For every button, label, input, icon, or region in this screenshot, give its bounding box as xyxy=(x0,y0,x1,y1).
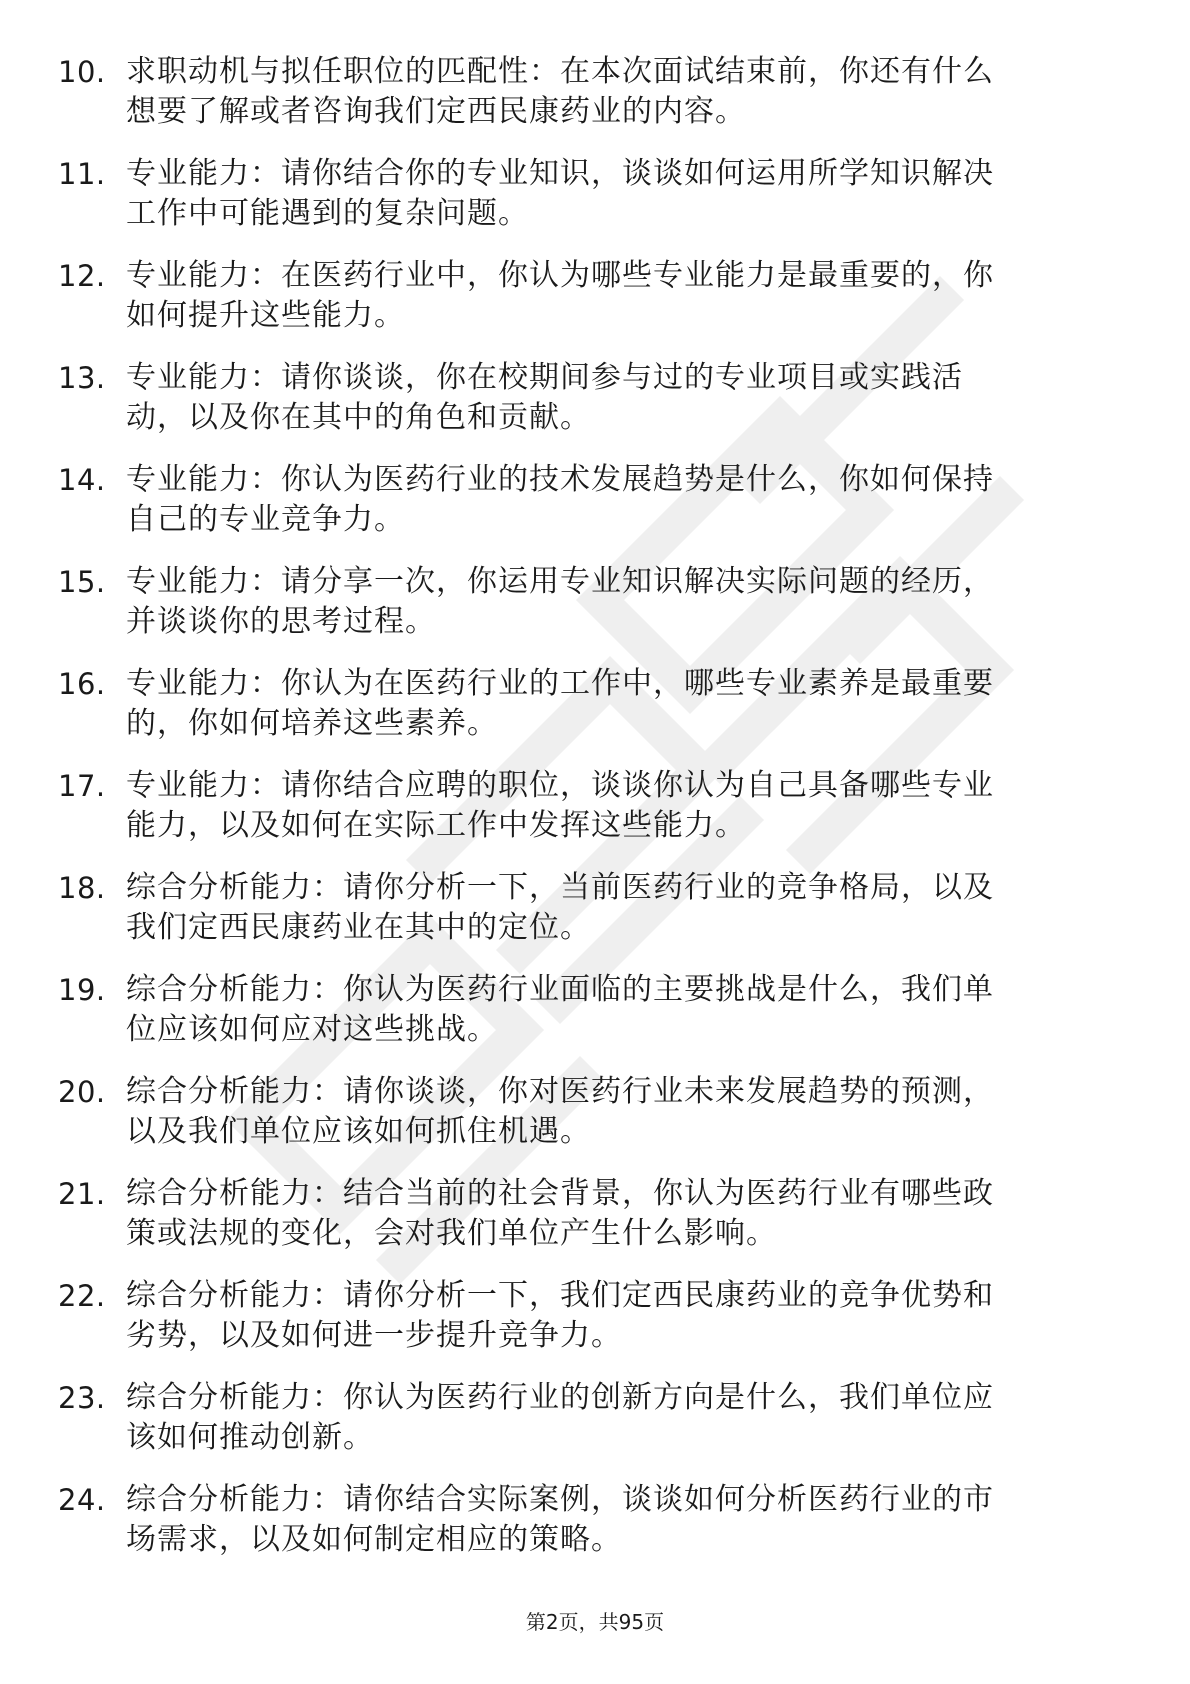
question-line: 专业能力：请分享一次，你运用专业知识解决实际问题的经历， xyxy=(126,564,994,599)
question-item xyxy=(0,358,1190,438)
question-line: 如何提升这些能力。 xyxy=(126,298,405,333)
question-text xyxy=(126,1174,1116,1254)
question-line: 想要了解或者咨询我们定西民康药业的内容。 xyxy=(126,94,746,129)
question-number: 22. xyxy=(58,1279,106,1313)
question-line: 动，以及你在其中的角色和贡献。 xyxy=(126,400,591,435)
question-item xyxy=(0,52,1190,132)
question-line: 的，你如何培养这些素养。 xyxy=(126,706,498,741)
question-line: 综合分析能力：请你分析一下，当前医药行业的竞争格局，以及 xyxy=(126,870,994,905)
question-text xyxy=(126,868,1116,948)
page-footer: 第2页，共95页 xyxy=(525,1610,665,1634)
question-text xyxy=(126,460,1116,540)
question-item xyxy=(0,868,1190,948)
question-number: 11. xyxy=(58,157,106,191)
question-line: 求职动机与拟任职位的匹配性：在本次面试结束前，你还有什么 xyxy=(126,54,994,89)
question-number: 13. xyxy=(58,361,106,395)
question-item xyxy=(0,1174,1190,1254)
question-text xyxy=(126,766,1116,846)
question-line: 综合分析能力：你认为医药行业面临的主要挑战是什么，我们单 xyxy=(126,972,994,1007)
question-line: 并谈谈你的思考过程。 xyxy=(126,604,436,639)
question-line: 自己的专业竞争力。 xyxy=(126,502,405,537)
question-line: 专业能力：请你结合你的专业知识，谈谈如何运用所学知识解决 xyxy=(126,156,994,191)
question-line: 能力，以及如何在实际工作中发挥这些能力。 xyxy=(126,808,746,843)
question-line: 专业能力：请你谈谈，你在校期间参与过的专业项目或实践活 xyxy=(126,360,963,395)
question-line: 专业能力：你认为在医药行业的工作中，哪些专业素养是最重要 xyxy=(126,666,994,701)
question-number: 14. xyxy=(58,463,106,497)
question-number: 17. xyxy=(58,769,106,803)
question-number: 12. xyxy=(58,259,106,293)
question-text xyxy=(126,1378,1116,1458)
question-number: 20. xyxy=(58,1075,106,1109)
question-number: 24. xyxy=(58,1483,106,1517)
question-line: 场需求，以及如何制定相应的策略。 xyxy=(126,1522,622,1557)
question-number: 15. xyxy=(58,565,106,599)
question-number: 18. xyxy=(58,871,106,905)
question-line: 劣势，以及如何进一步提升竞争力。 xyxy=(126,1318,622,1353)
question-item xyxy=(0,154,1190,234)
question-text xyxy=(126,154,1116,234)
question-number: 16. xyxy=(58,667,106,701)
question-line: 综合分析能力：结合当前的社会背景，你认为医药行业有哪些政 xyxy=(126,1176,994,1211)
question-item xyxy=(0,766,1190,846)
question-list xyxy=(0,52,1190,1582)
question-text xyxy=(126,358,1116,438)
question-item xyxy=(0,1480,1190,1560)
question-text xyxy=(126,256,1116,336)
question-line: 综合分析能力：请你结合实际案例，谈谈如何分析医药行业的市 xyxy=(126,1482,994,1517)
question-item xyxy=(0,1072,1190,1152)
question-text xyxy=(126,664,1116,744)
question-item xyxy=(0,970,1190,1050)
question-line: 专业能力：你认为医药行业的技术发展趋势是什么，你如何保持 xyxy=(126,462,994,497)
question-line: 专业能力：在医药行业中，你认为哪些专业能力是最重要的，你 xyxy=(126,258,994,293)
question-item xyxy=(0,256,1190,336)
question-item xyxy=(0,460,1190,540)
question-line: 专业能力：请你结合应聘的职位，谈谈你认为自己具备哪些专业 xyxy=(126,768,994,803)
question-line: 综合分析能力：你认为医药行业的创新方向是什么，我们单位应 xyxy=(126,1380,994,1415)
question-text xyxy=(126,1072,1116,1152)
question-line: 综合分析能力：请你分析一下，我们定西民康药业的竞争优势和 xyxy=(126,1278,994,1313)
question-text xyxy=(126,970,1116,1050)
question-text xyxy=(126,1480,1116,1560)
question-number: 23. xyxy=(58,1381,106,1415)
question-line: 策或法规的变化，会对我们单位产生什么影响。 xyxy=(126,1216,777,1251)
question-line: 我们定西民康药业在其中的定位。 xyxy=(126,910,591,945)
question-item xyxy=(0,562,1190,642)
question-text xyxy=(126,562,1116,642)
question-line: 以及我们单位应该如何抓住机遇。 xyxy=(126,1114,591,1149)
question-text xyxy=(126,52,1116,132)
question-number: 10. xyxy=(58,55,106,89)
question-line: 该如何推动创新。 xyxy=(126,1420,374,1455)
question-number: 21. xyxy=(58,1177,106,1211)
question-item xyxy=(0,664,1190,744)
question-line: 综合分析能力：请你谈谈，你对医药行业未来发展趋势的预测， xyxy=(126,1074,994,1109)
question-line: 位应该如何应对这些挑战。 xyxy=(126,1012,498,1047)
question-item xyxy=(0,1276,1190,1356)
question-text xyxy=(126,1276,1116,1356)
question-item xyxy=(0,1378,1190,1458)
question-line: 工作中可能遇到的复杂问题。 xyxy=(126,196,529,231)
question-number: 19. xyxy=(58,973,106,1007)
